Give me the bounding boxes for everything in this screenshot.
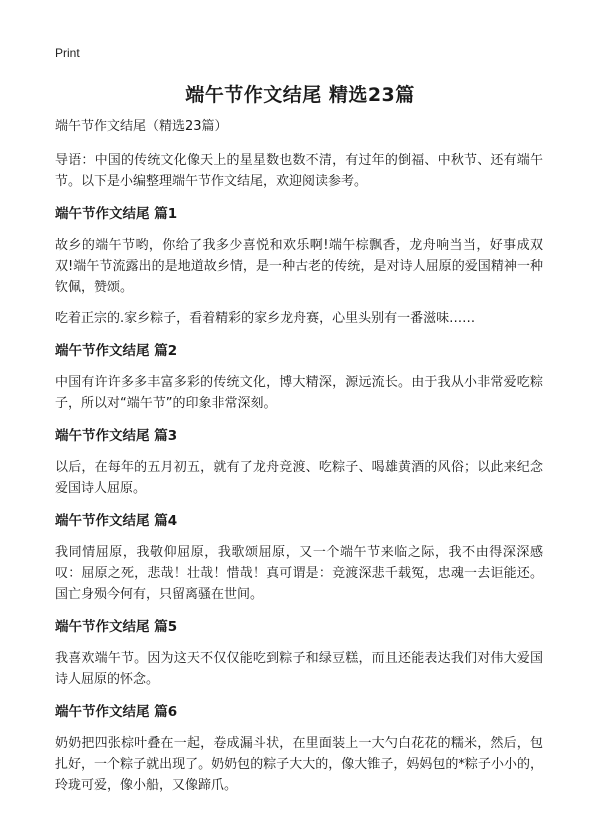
section-4	[55, 511, 543, 605]
section-heading: 端午节作文结尾 篇4	[55, 513, 178, 529]
document-intro: 导语：中国的传统文化像天上的星星数也数不清，有过年的倒福、中秋节、还有端午节。以下是小编整理端午节作文结尾，欢迎阅读参考。	[55, 153, 543, 189]
section-body	[55, 235, 543, 329]
section-body	[55, 648, 543, 690]
section-3	[55, 426, 543, 499]
section-5	[55, 617, 543, 690]
section-paragraph: 以后，在每年的五月初五，就有了龙舟竞渡、吃粽子、喝雄黄酒的风俗；以此来纪念爱国诗人屈原。	[55, 460, 543, 496]
section-paragraph: 吃着正宗的.家乡粽子，看着精彩的家乡龙舟赛，心里头别有一番滋味……	[55, 311, 476, 326]
section-paragraph: 我同情屈原，我敬仰屈原，我歌颂屈原，又一个端午节来临之际，我不由得深深感叹：屈原之死，悲哉！壮哉！惜哉！真可谓是：竞渡深悲千载冤，忠魂一去讵能还。国亡身殒今何有，只留离骚在世间。	[55, 545, 543, 602]
section-body	[55, 542, 543, 605]
section-1	[55, 204, 543, 329]
document-subtitle: 端午节作文结尾（精选23篇）	[55, 119, 228, 134]
section-paragraph: 奶奶把四张棕叶叠在一起，卷成漏斗状，在里面装上一大勺白花花的糯米，然后，包扎好，一个粽子就出现了。奶奶包的粽子大大的，像大锥子，妈妈包的*粽子小小的，玲珑可爱，像小船，又像蹄爪。	[55, 736, 543, 793]
document-title: 端午节作文结尾 精选23篇	[185, 84, 415, 106]
print-link[interactable]: Print	[55, 46, 80, 60]
section-body	[55, 372, 543, 414]
section-heading: 端午节作文结尾 篇1	[55, 206, 178, 222]
section-2	[55, 341, 543, 414]
section-heading: 端午节作文结尾 篇2	[55, 343, 178, 359]
section-heading: 端午节作文结尾 篇6	[55, 704, 178, 720]
document-content	[55, 116, 543, 808]
section-paragraph: 我喜欢端午节。因为这天不仅仅能吃到粽子和绿豆糕，而且还能表达我们对伟大爱国诗人屈原的怀念。	[55, 651, 543, 687]
section-6	[55, 702, 543, 796]
section-body	[55, 733, 543, 796]
section-heading: 端午节作文结尾 篇3	[55, 428, 178, 444]
section-body	[55, 457, 543, 499]
section-paragraph: 中国有许许多多丰富多彩的传统文化，博大精深，源远流长。由于我从小非常爱吃粽子，所以对“端午节”的印象非常深刻。	[55, 375, 543, 411]
section-paragraph: 故乡的端午节哟，你给了我多少喜悦和欢乐啊!端午棕飘香，龙舟响当当，好事成双双!端午节流露出的是地道故乡情，是一种古老的传统，是对诗人屈原的爱国精神一种钦佩，赞颂。	[55, 238, 543, 295]
section-heading: 端午节作文结尾 篇5	[55, 619, 178, 635]
